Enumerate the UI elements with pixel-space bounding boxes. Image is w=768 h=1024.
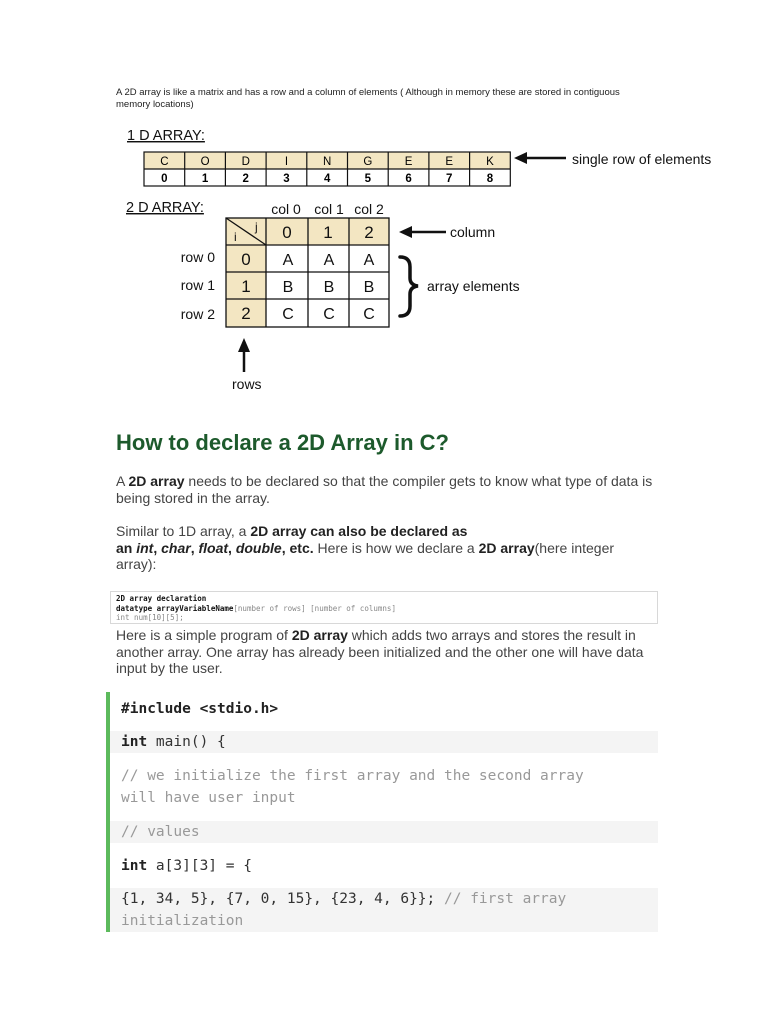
- code-line: #include <stdio.h>: [121, 701, 279, 717]
- corner-i: i: [234, 230, 237, 244]
- one-d-index: 7: [446, 173, 453, 185]
- one-d-letter: G: [363, 156, 373, 168]
- column-arrow: [399, 226, 446, 238]
- code-line: int main() {: [110, 731, 658, 753]
- array-cell: C: [363, 306, 375, 323]
- one-d-letter: C: [160, 156, 169, 168]
- one-d-letter: K: [486, 156, 494, 168]
- code-block: [106, 692, 658, 932]
- array-cell: B: [363, 279, 375, 296]
- array-diagram: [0, 0, 768, 420]
- one-d-index: 3: [283, 173, 290, 185]
- code-line: int a[3][3] = {: [121, 858, 252, 874]
- brace-icon: [400, 257, 418, 316]
- one-d-letter: N: [322, 156, 332, 168]
- col-header: col 2: [354, 201, 384, 217]
- corner-j: j: [255, 220, 258, 234]
- one-d-index: 4: [323, 173, 331, 185]
- row-index: 0: [241, 250, 251, 269]
- col-index: 0: [282, 223, 292, 242]
- one-d-letter: E: [404, 156, 413, 168]
- array-cell: C: [282, 306, 294, 323]
- declaration-box: [110, 591, 658, 624]
- paragraph-declare: A 2D array needs to be declared so that the compiler gets to know what type of data is being stored in the array.: [116, 473, 653, 506]
- array-cell: A: [282, 252, 294, 269]
- one-d-letter: D: [241, 156, 250, 168]
- row-index: 1: [241, 277, 251, 296]
- one-d-index: 1: [201, 173, 209, 185]
- row-label: row 0: [180, 249, 215, 265]
- row-label: row 1: [180, 277, 215, 293]
- one-d-index: 8: [486, 173, 494, 185]
- one-d-index: 6: [405, 173, 412, 185]
- array-cell: B: [323, 279, 335, 296]
- code-comment: // we initialize the first array and the second array will have user input: [121, 768, 584, 806]
- paragraph-program: Here is a simple program of 2D array which adds two arrays and stores the result in another array. One array has already been initialized and the other one will have data input by the user.: [116, 627, 644, 676]
- two-d-array-grid: [226, 218, 389, 327]
- array-cell: A: [323, 252, 335, 269]
- rows-arrow: [238, 338, 250, 372]
- one-d-letter: E: [445, 156, 454, 168]
- row-index: 2: [241, 304, 251, 323]
- array-elements-label: array elements: [427, 278, 520, 294]
- section-heading: How to declare a 2D Array in C?: [116, 430, 449, 455]
- decl-line-example: int num[10][5];: [116, 613, 184, 622]
- one-d-letter: O: [200, 156, 210, 168]
- code-line: {1, 34, 5}, {7, 0, 15}, {23, 4, 6}}; // first array initialization: [110, 888, 658, 932]
- array-cell: B: [282, 279, 294, 296]
- col-header: col 1: [314, 201, 344, 217]
- decl-line-title: 2D array declaration: [116, 594, 207, 603]
- intro-text: A 2D array is like a matrix and has a row and a column of elements ( Although in memory these are stored in contiguous memory locations): [116, 87, 620, 110]
- one-d-letter: I: [284, 156, 289, 168]
- code-comment: // values: [110, 821, 658, 843]
- one-d-array-label: 1 D ARRAY:: [127, 128, 205, 144]
- col-header: col 0: [271, 201, 301, 217]
- array-cell: A: [363, 252, 375, 269]
- paragraph-types: Similar to 1D array, a 2D array can also be declared as an int, char, float, double, etc. Here is how we declare a 2D array(here integer array):: [116, 523, 615, 572]
- decl-line-syntax: datatype arrayVariableName[number of rows] [number of columns]: [116, 603, 396, 613]
- one-d-index: 0: [161, 173, 168, 185]
- array-cell: C: [323, 306, 335, 323]
- one-d-index: 5: [364, 173, 372, 185]
- one-d-index: 2: [242, 173, 249, 185]
- column-label: column: [450, 224, 496, 240]
- two-d-array-label: 2 D ARRAY:: [126, 200, 204, 216]
- single-row-label: single row of elements: [572, 151, 712, 167]
- col-index: 1: [323, 223, 333, 242]
- col-index: 2: [364, 223, 374, 242]
- one-d-array-grid: [144, 152, 510, 186]
- row-label: row 2: [180, 306, 215, 322]
- single-row-arrow: [514, 152, 566, 164]
- rows-label: rows: [232, 376, 262, 392]
